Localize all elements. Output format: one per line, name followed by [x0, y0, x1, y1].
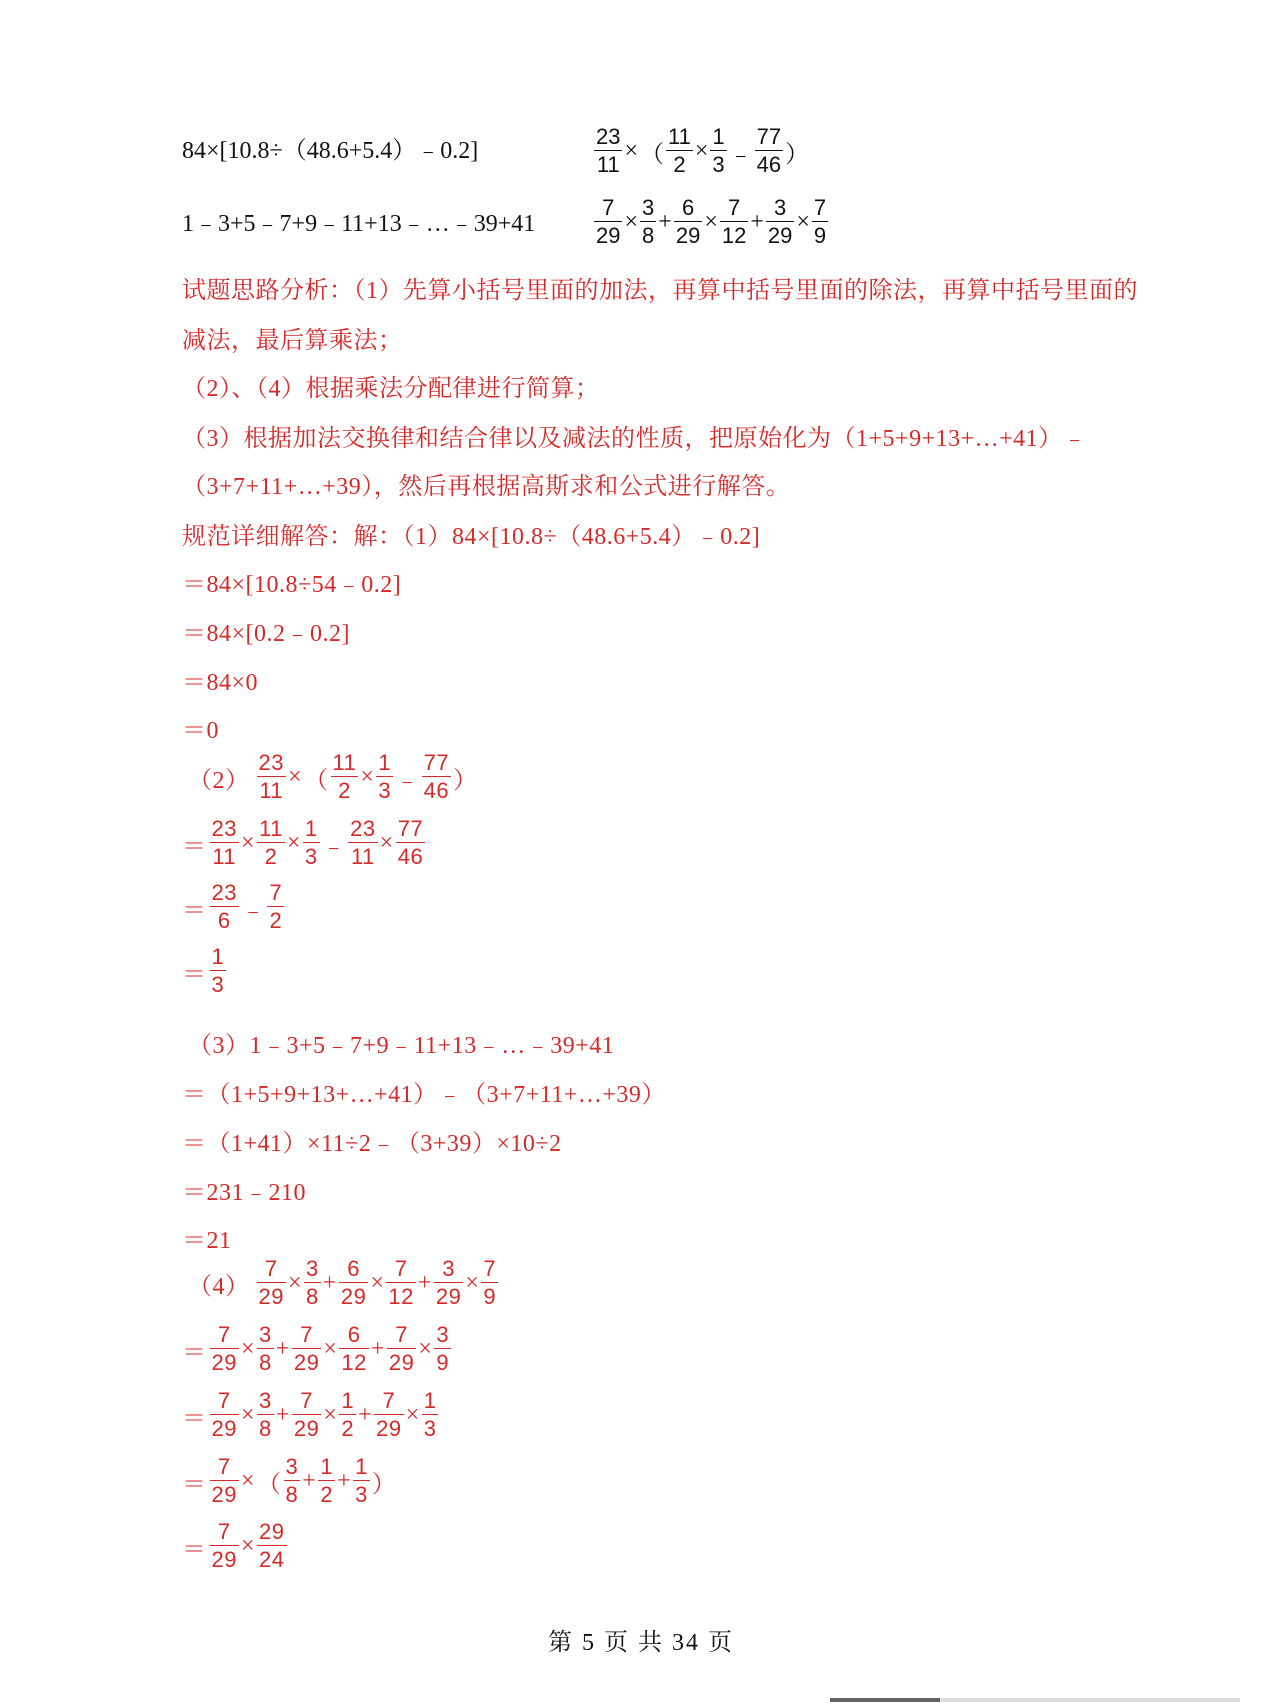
fraction: 7 2: [269, 880, 283, 933]
fraction: $\frac{11}{2}$: [332, 750, 357, 803]
solution-4-line-2: ＝ $\frac{7}{29}$ × $\frac{3}{8}$ + $\frac{7}{29}$ × $\frac{1}{2}$ + $\frac{7}{29}$ × $\frac{1}{3}$: [182, 1388, 437, 1441]
fraction: 77 46: [756, 124, 782, 177]
fraction: $\frac{7}{29}$: [293, 1322, 320, 1375]
solution-4-line-3: ＝ $\frac{7}{29}$ × （ 3 8 + $\frac{1}{2}$ + $\frac{1}{3}$ ）: [182, 1454, 397, 1507]
fraction: $\frac{6}{12}$: [341, 1322, 367, 1375]
fraction: $\frac{1}{3}$: [378, 750, 392, 803]
fraction: $\frac{7}{12}$: [721, 195, 747, 248]
page-footer: 第 5 页 共 34 页: [548, 1630, 734, 1656]
fraction: $\frac{23}{11}$: [596, 124, 621, 177]
fraction: $\frac{3}{9}$: [436, 1322, 450, 1375]
scan-artifact: [830, 1696, 1250, 1704]
solution-3-result: ＝21: [182, 1228, 232, 1254]
solution-3-step: ＝231﹣210: [182, 1180, 306, 1206]
fraction: $\frac{7}{29}$: [388, 1322, 415, 1375]
solution-1-step: ＝84×0: [182, 670, 259, 696]
fraction: $\frac{23}{11}$: [258, 750, 284, 803]
fraction: $\frac{6}{29}$: [675, 195, 701, 248]
analysis-line-4: （3）根据加法交换律和结合律以及减法的性质，把原始化为（1+5+9+13+…+41）﹣: [182, 426, 1088, 452]
solution-2-line-2: ＝ 23 6 ﹣ 7 2: [182, 880, 283, 933]
fraction: $\frac{7}{29}$: [376, 1388, 402, 1441]
analysis-line-1: 试题思路分析：（1）先算小括号里面的加法，再算中括号里面的除法，再算中括号里面的: [182, 278, 1138, 304]
solution-2-line-0: （2） $\frac{23}{11}$ × （ $\frac{11}{2}$ × $\frac{1}{3}$ ﹣ 77 46 ）: [188, 750, 478, 803]
fraction: $\frac{77}{46}$: [397, 816, 424, 869]
fraction: $\frac{7}{9}$: [483, 1256, 497, 1309]
fraction: $\frac{1}{2}$: [341, 1388, 355, 1441]
fraction: 3 8: [285, 1454, 299, 1507]
solution-1-result: ＝0: [182, 718, 219, 744]
fraction: $\frac{29}{24}$: [259, 1519, 285, 1572]
fraction: $\frac{11}{2}$: [668, 124, 691, 177]
fraction: $\frac{7}{9}$: [813, 195, 827, 248]
fraction: $\frac{11}{2}$: [259, 816, 283, 869]
solution-2-line-3: ＝ 1 3: [182, 944, 225, 997]
solution-1-head: 规范详细解答：解：（1）84×[10.8÷（48.6+5.4）﹣0.2]: [182, 524, 761, 550]
fraction: $\frac{3}{8}$: [642, 195, 655, 248]
fraction: $\frac{1}{3}$: [712, 124, 725, 177]
analysis-line-5: （3+7+11+…+39），然后再根据高斯求和公式进行解答。: [182, 474, 791, 500]
fraction: $\frac{6}{29}$: [340, 1256, 367, 1309]
fraction: 1 3: [211, 944, 225, 997]
fraction: $\frac{7}{29}$: [211, 1388, 237, 1441]
fraction: $\frac{7}{29}$: [211, 1519, 237, 1572]
solution-3-step: ＝（1+41）×11÷2﹣（3+39）×10÷2: [182, 1131, 562, 1157]
fraction: $\frac{7}{29}$: [258, 1256, 284, 1309]
fraction: $\frac{7}{12}$: [388, 1256, 414, 1309]
analysis-line-3: （2）、（4）根据乘法分配律进行简算；: [182, 376, 600, 402]
problem-2: $\frac{23}{11}$ × （ $\frac{11}{2}$ × $\frac{1}{3}$ ﹣ 77 46 ）: [596, 124, 810, 177]
analysis-line-2: 减法，最后算乘法；: [182, 328, 403, 354]
fraction: $\frac{7}{29}$: [596, 195, 621, 248]
fraction: $\frac{3}{8}$: [259, 1388, 272, 1441]
fraction: $\frac{3}{29}$: [435, 1256, 462, 1309]
fraction: $\frac{23}{11}$: [211, 816, 237, 869]
fraction: $\frac{7}{29}$: [293, 1388, 320, 1441]
problem-3: 1﹣3+5﹣7+9﹣11+13﹣…﹣39+41: [182, 211, 536, 237]
solution-4-line-1: ＝ $\frac{7}{29}$ × $\frac{3}{8}$ + $\frac{7}{29}$ × $\frac{6}{12}$ + $\frac{7}{29}$ × $\frac{3}{9}$: [182, 1322, 450, 1375]
fraction: $\frac{1}{3}$: [355, 1454, 368, 1507]
solution-4-line-0: （4） $\frac{7}{29}$ × $\frac{3}{8}$ + $\frac{6}{29}$ × $\frac{7}{12}$ + $\frac{3}{29}$ × $\frac{7}{9}$: [188, 1256, 497, 1309]
fraction: 77 46: [423, 750, 450, 803]
solution-2-line-1: ＝ $\frac{23}{11}$ × $\frac{11}{2}$ × $\frac{1}{3}$ ﹣ $\frac{23}{11}$ × $\frac{77}{46}$: [182, 816, 424, 869]
fraction: $\frac{23}{11}$: [350, 816, 376, 869]
fraction: $\frac{3}{8}$: [259, 1322, 272, 1375]
solution-3-step: ＝（1+5+9+13+…+41）﹣（3+7+11+…+39）: [182, 1082, 666, 1108]
fraction: 23 6: [211, 880, 237, 933]
fraction: $\frac{1}{3}$: [423, 1388, 437, 1441]
fraction: $\frac{3}{29}$: [767, 195, 793, 248]
fraction: $\frac{3}{8}$: [306, 1256, 319, 1309]
fraction: $\frac{7}{29}$: [211, 1454, 237, 1507]
problem-4: $\frac{7}{29}$ × $\frac{3}{8}$ + $\frac{6}{29}$ × $\frac{7}{12}$ + $\frac{3}{29}$ × $\frac{7}{9}$: [596, 195, 827, 248]
solution-4-line-4: ＝ $\frac{7}{29}$ × $\frac{29}{24}$: [182, 1519, 285, 1572]
fraction: $\frac{1}{3}$: [304, 816, 318, 869]
solution-3-head: （3）1﹣3+5﹣7+9﹣11+13﹣…﹣39+41: [188, 1033, 615, 1059]
fraction: $\frac{7}{29}$: [211, 1322, 237, 1375]
problem-1: 84×[10.8÷（48.6+5.4）﹣0.2]: [182, 138, 479, 164]
solution-1-step: ＝84×[0.2﹣0.2]: [182, 621, 351, 647]
fraction: $\frac{1}{2}$: [320, 1454, 334, 1507]
solution-1-step: ＝84×[10.8÷54﹣0.2]: [182, 572, 402, 598]
